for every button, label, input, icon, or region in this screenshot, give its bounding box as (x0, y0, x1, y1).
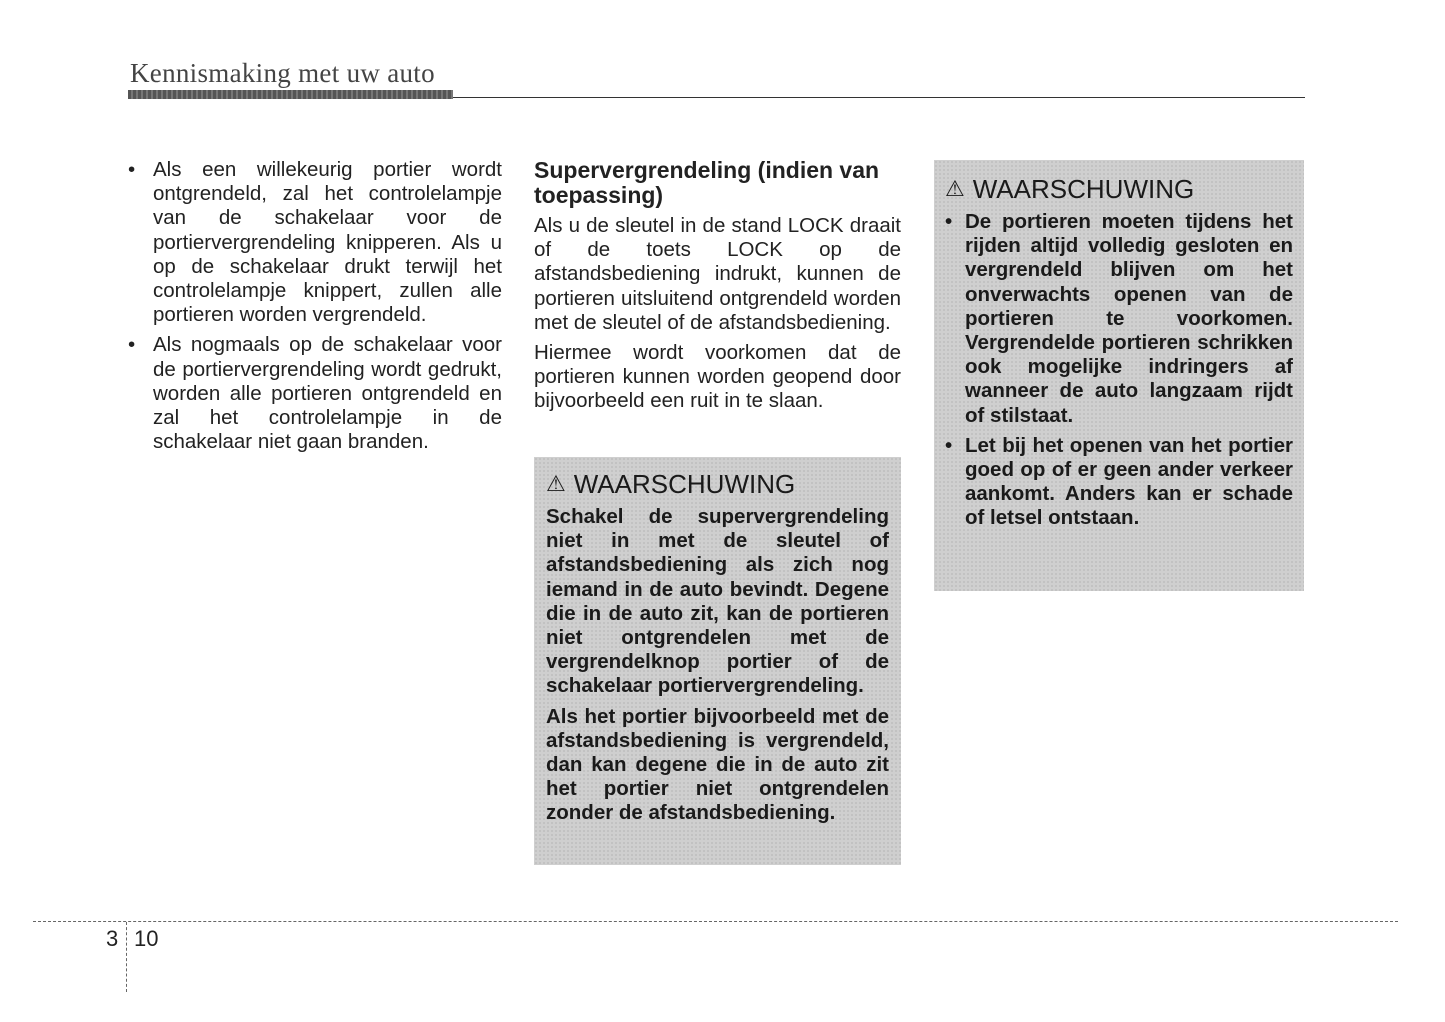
bullet-item: • Als een willekeurig portier wordt ontgrendeld, zal het controlelampje van de schakelaar voor de portiervergrendeling knipperen. Als u op de schakelaar drukt terwijl het controlelampje knippert, zullen alle portieren worden vergrendeld. (128, 158, 502, 327)
footer-rule (33, 921, 1398, 922)
warning-bullet: • De portieren moeten tijdens het rijden altijd volledig gesloten en vergrendeld blijven om het onverwachts openen van de portieren te voorkomen. Vergrendelde portieren schrikken ook mogelijke indringers af wanneer de auto langzaam rijdt of stilstaat. (945, 210, 1293, 428)
header-bar (128, 90, 453, 99)
paragraph: Hiermee wordt voorkomen dat de portieren kunnen worden geopend door bijvoorbeeld een ruit in te slaan. (534, 341, 901, 413)
page-number: 10 (134, 926, 159, 951)
middle-column (534, 158, 901, 420)
warning-box (934, 160, 1304, 591)
warning-title-text: WAARSCHUWING (972, 174, 1195, 204)
bullet-item: • Als nogmaals op de schakelaar voor de portiervergrendeling wordt gedrukt, worden alle portieren ontgrendeld en zal het controlelampje in de schakelaar niet gaan branden. (128, 333, 502, 454)
warning-title (945, 174, 1293, 204)
left-column (128, 158, 502, 460)
warning-triangle-icon: ⚠ (546, 471, 566, 496)
warning-box (534, 457, 901, 865)
warning-bullet: • Let bij het openen van het portier goed op of er geen ander verkeer aankomt. Anders kan er schade of letsel ontstaan. (945, 434, 1293, 531)
warning-title (546, 469, 889, 499)
warning-title-text: WAARSCHUWING (573, 469, 796, 499)
warning-paragraph: Schakel de supervergrendeling niet in met de sleutel of afstandsbediening als zich nog iemand in de auto bevindt. Degene die in de auto zit, kan de portieren niet ontgrendelen met de vergrendelknop portier of de schakelaar portiervergrendeling. (546, 505, 889, 698)
chapter-number: 3 (106, 926, 119, 951)
section-heading: Supervergrendeling (indien van toepassing) (534, 157, 880, 208)
footer-divider (126, 922, 127, 992)
running-header: Kennismaking met uw auto (130, 58, 435, 88)
header-rule (453, 97, 1305, 98)
warning-triangle-icon: ⚠ (945, 176, 965, 201)
paragraph: Als u de sleutel in de stand LOCK draait of de toets LOCK op de afstandsbediening indrukt, kunnen de portieren uitsluitend ontgrendeld worden met de sleutel of de afstandsbediening. (534, 214, 901, 334)
warning-paragraph: Als het portier bijvoorbeeld met de afstandsbediening is vergrendeld, dan kan degene die in de auto zit het portier niet ontgrendelen zonder de afstandsbediening. (546, 704, 889, 825)
